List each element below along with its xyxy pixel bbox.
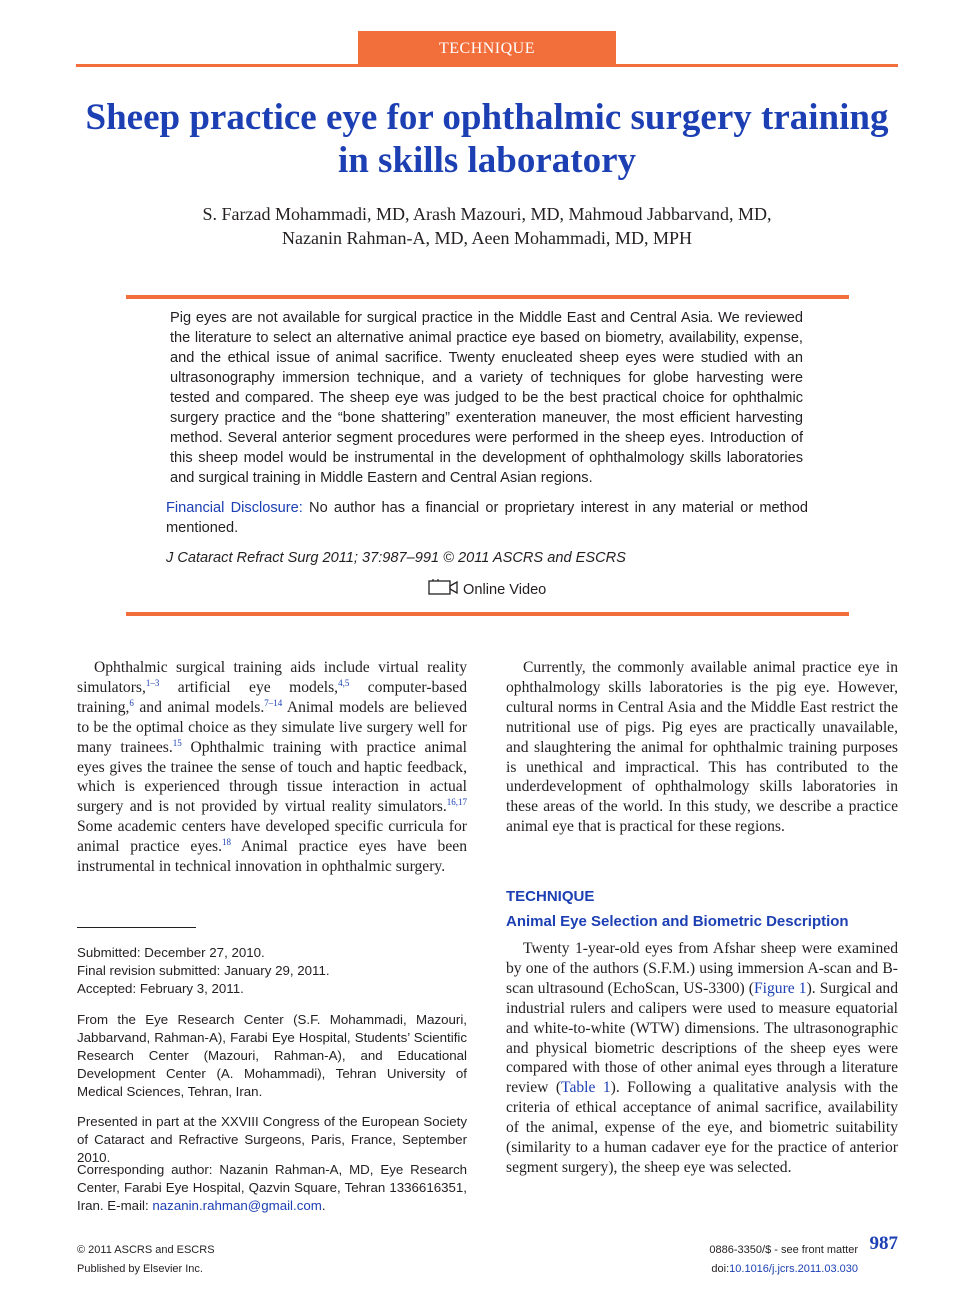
authors-line-1: S. Farzad Mohammadi, MD, Arash Mazouri, MD, Mahmoud Jabbarvand, MD, bbox=[202, 204, 772, 224]
text-run: ). Surgical and industrial rulers and calipers were used to measure equatorial and white-to-white (WTW) dimensions. The ultrasonographic and physical biometric descriptions of the sheep eyes were compared with those of other animal eyes through a literature review ( bbox=[506, 979, 898, 1097]
final-revision-date: Final revision submitted: January 29, 2011. bbox=[77, 963, 330, 978]
doi-label: doi: bbox=[711, 1263, 730, 1275]
subsection-heading: Animal Eye Selection and Biometric Description bbox=[506, 913, 849, 930]
text-run: . bbox=[321, 1198, 326, 1213]
header-rule bbox=[76, 64, 898, 67]
doi-line bbox=[600, 1260, 858, 1279]
abstract-text: Pig eyes are not available for surgical practice in the Middle East and Central Asia. We reviewed the literature to select an alternative animal practice eye based on biometry, availability, expense, and the ethical issue of animal sacrifice. Twenty enucleated sheep eyes were studied with an ultrasonography immersion technique, and a variety of techniques for globe harvesting were tested and compared. The sheep eye was judged to be the best practical choice for ophthalmic surgery practice and the “bone shattering” exenteration maneuver, the most efficient harvesting method. Several anterior segment procedures were performed in the sheep eyes. Introduction of this sheep model would be instrumental in the development of ophthalmology skills laboratories and surgical training in Middle Eastern and Central Asian regions. bbox=[170, 310, 803, 486]
text-run: Ophthalmic training with practice animal eyes gives the trainee the sense of touch and haptic feedback, which is experienced through tissue interaction in actual surgery and is not provided by virtual reality simulators. bbox=[77, 738, 467, 816]
abstract-rule-bottom bbox=[126, 612, 849, 616]
text-run: computer-based training, bbox=[77, 678, 468, 716]
intro-paragraph-right: Currently, the commonly available animal practice eye in ophthalmology skills laboratories is the pig eye. However, cultural norms in Central Asia and the Middle East restrict the nutritional use of pigs. Pig eyes are practically unavailable, and slaughtering the animal for ophthalmic training purposes is unethical and impractical. This has contributed to the underdevelopment of ophthalmology skills laboratories in these areas of the world. In this study, we describe a practice animal eye that is practical for these regions. bbox=[506, 659, 898, 836]
footer-left bbox=[77, 1241, 215, 1279]
abstract-rule-top bbox=[126, 295, 849, 299]
ref-link[interactable]: 4,5 bbox=[338, 677, 350, 688]
financial-disclosure bbox=[166, 498, 808, 538]
submitted-date: Submitted: December 27, 2010. bbox=[77, 945, 265, 960]
email-link[interactable]: nazanin.rahman@gmail.com bbox=[152, 1198, 322, 1213]
submission-dates bbox=[77, 944, 467, 998]
footer-right bbox=[600, 1241, 858, 1279]
intro-paragraph-left bbox=[77, 658, 467, 877]
accepted-date: Accepted: February 3, 2011. bbox=[77, 981, 244, 996]
ref-link[interactable]: 1–3 bbox=[145, 677, 160, 688]
disclosure-label: Financial Disclosure: bbox=[166, 500, 303, 516]
article-title: Sheep practice eye for ophthalmic surgery training in skills laboratory bbox=[85, 97, 889, 181]
methods-paragraph bbox=[506, 939, 898, 1178]
ref-link[interactable]: 15 bbox=[172, 737, 182, 748]
corresponding-author-note bbox=[77, 1161, 467, 1215]
text-run: Some academic centers have developed specific curricula for animal practice eyes. bbox=[77, 818, 467, 856]
author-list bbox=[76, 202, 898, 250]
publisher-line: Published by Elsevier Inc. bbox=[77, 1263, 203, 1275]
text-run: Ophthalmic surgical training aids include virtual reality simulators, bbox=[77, 659, 467, 696]
video-camera-icon bbox=[428, 578, 458, 602]
text-run: and animal models. bbox=[133, 698, 265, 716]
presented-note: Presented in part at the XXVIII Congress of the European Society of Cataract and Refractive Surgeons, Paris, France, September 2010. bbox=[77, 1114, 467, 1165]
ref-link[interactable]: 16,17 bbox=[446, 797, 467, 808]
ref-link[interactable]: 6 bbox=[129, 697, 134, 708]
corresponding-text: Corresponding author: Nazanin Rahman-A, MD, Eye Research Center, Farabi Eye Hospital, Qazvin Square, Tehran 1336616351, Iran. E-mail: bbox=[77, 1162, 467, 1213]
text-run: Animal models are believed to be the optimal choice as they simulate live surgery well for many trainees. bbox=[77, 698, 467, 756]
section-heading-technique: TECHNIQUE bbox=[506, 888, 595, 905]
text-run: artificial eye models, bbox=[159, 678, 339, 696]
copyright-line: © 2011 ASCRS and ESCRS bbox=[77, 1244, 215, 1256]
text-run: ). Following a qualitative analysis with the criteria of ethical acceptance of animal sacrifice, availability of the animal, expense of the eye, and biometric suitability (similarity to a human cadaver eye for the practice of anterior segment surgery), the sheep eye was selected. bbox=[506, 1079, 898, 1176]
doi-link[interactable]: 10.1016/j.jcrs.2011.03.030 bbox=[729, 1263, 858, 1275]
online-video-link[interactable] bbox=[428, 578, 546, 602]
journal-citation: J Cataract Refract Surg 2011; 37:987–991 © 2011 ASCRS and ESCRS bbox=[166, 550, 626, 566]
authors-line-2: Nazanin Rahman-A, MD, Aeen Mohammadi, MD, MPH bbox=[282, 228, 692, 248]
ref-link[interactable]: 18 bbox=[222, 837, 232, 848]
disclosure-text: No author has a financial or proprietary interest in any material or method mentioned. bbox=[166, 500, 808, 536]
online-video-label: Online Video bbox=[463, 582, 547, 598]
issn-line: 0886-3350/$ - see front matter bbox=[709, 1244, 858, 1256]
ref-link[interactable]: 7–14 bbox=[264, 697, 283, 708]
figure-1-link[interactable]: Figure 1 bbox=[753, 979, 807, 997]
text-run: Twenty 1-year-old eyes from Afshar sheep were examined by one of the authors (S.F.M.) using immersion A-scan and B-scan ultrasound (EchoScan, US-3300) ( bbox=[506, 940, 898, 997]
section-label: TECHNIQUE bbox=[358, 31, 616, 65]
affiliation-note: From the Eye Research Center (S.F. Mohammadi, Mazouri, Jabbarvand, Rahman-A), Farabi Eye Hospital, Students’ Scientific Research Center (Mazouri, Rahman-A), and Educational Development Center (A. Mohammadi), Tehran University of Medical Sciences, Tehran, Iran. bbox=[77, 1012, 467, 1099]
page-number: 987 bbox=[869, 1233, 898, 1254]
text-run: Animal practice eyes have been instrumental in technical innovation in ophthalmic surgery. bbox=[77, 838, 467, 876]
table-1-link[interactable]: Table 1 bbox=[561, 1079, 611, 1097]
footnote-rule bbox=[77, 927, 196, 928]
